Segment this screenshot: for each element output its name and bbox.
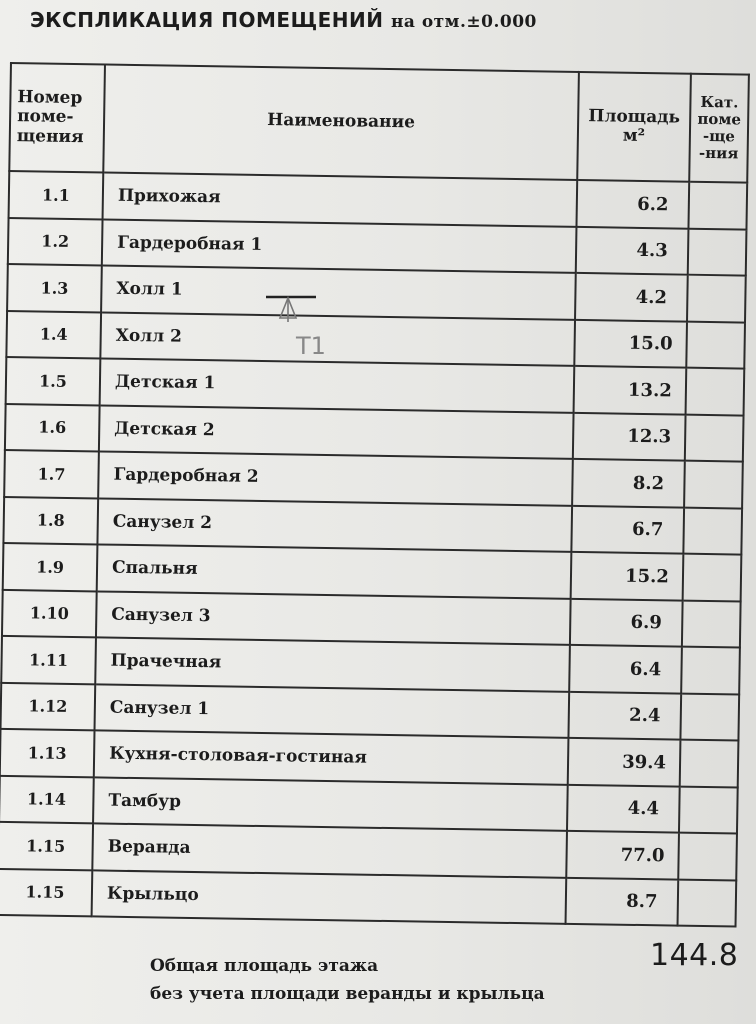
room-name: Тамбур [93, 777, 568, 831]
room-category [688, 182, 747, 229]
room-area: 8.2 [572, 459, 685, 507]
title-suffix: на отм.±0.000 [390, 12, 537, 32]
room-number: 1.5 [6, 357, 101, 405]
room-name: Санузел 3 [96, 591, 571, 645]
room-category [683, 554, 742, 601]
header-number: Номер поме-щения [9, 63, 105, 172]
room-category [681, 647, 740, 694]
room-number: 1.11 [1, 636, 96, 684]
room-name: Санузел 1 [95, 684, 570, 738]
room-area: 2.4 [568, 691, 681, 739]
room-table-wrapper [0, 62, 750, 928]
room-category [680, 693, 739, 740]
room-number: 1.13 [0, 729, 95, 777]
room-category [679, 786, 738, 833]
room-number: 1.14 [0, 775, 94, 823]
room-number: 1.2 [8, 217, 103, 265]
room-name: Прихожая [103, 172, 578, 226]
room-number: 1.6 [5, 403, 100, 451]
footer-line-1: Общая площадь этажа [150, 956, 379, 976]
room-number: 1.12 [1, 682, 96, 730]
room-number: 1.15 [0, 822, 93, 870]
room-number: 1.15 [0, 868, 92, 916]
room-number: 1.8 [3, 496, 98, 544]
room-area: 4.4 [567, 784, 680, 832]
room-area: 4.2 [575, 273, 688, 321]
room-area: 15.0 [574, 319, 687, 367]
room-category [686, 368, 745, 415]
room-area: 6.7 [571, 505, 684, 553]
room-name: Холл 2 [100, 312, 575, 366]
room-category [684, 461, 743, 508]
room-category [683, 507, 742, 554]
header-area-label: Площадь [588, 106, 681, 128]
room-category [680, 740, 739, 787]
room-name: Кухня-столовая-гостиная [94, 730, 569, 784]
room-category [678, 879, 737, 926]
room-name: Санузел 2 [97, 498, 572, 552]
room-name: Гардеробная 2 [98, 451, 573, 505]
room-area: 6.4 [569, 645, 682, 693]
room-area: 6.9 [570, 598, 683, 646]
room-area: 6.2 [576, 180, 689, 228]
room-name: Детская 2 [99, 405, 574, 459]
room-area: 77.0 [566, 831, 679, 879]
room-name: Веранда [92, 823, 567, 877]
section-mark-label: Т1 [296, 332, 326, 360]
room-name: Спальня [97, 544, 572, 598]
room-category [687, 275, 746, 322]
room-name: Крыльцо [92, 870, 567, 924]
header-name: Наименование [103, 64, 579, 179]
room-name: Прачечная [95, 637, 570, 691]
room-area: 39.4 [568, 738, 681, 786]
room-number: 1.7 [4, 450, 99, 498]
document-title [30, 8, 537, 32]
room-area: 8.7 [566, 877, 679, 925]
table-body [0, 171, 747, 927]
footer-label [150, 952, 545, 1008]
room-category [688, 228, 747, 275]
room-name: Гардеробная 1 [102, 219, 577, 273]
room-area: 4.3 [576, 226, 689, 274]
section-mark-icon [262, 288, 326, 360]
room-number: 1.10 [2, 589, 97, 637]
room-area: 15.2 [571, 552, 684, 600]
header-area-unit: м² [622, 125, 646, 146]
room-number: 1.4 [6, 310, 101, 358]
room-name: Детская 1 [100, 358, 575, 412]
room-number: 1.3 [7, 264, 102, 312]
room-name: Холл 1 [101, 265, 576, 319]
table-header-row [9, 63, 749, 183]
header-area [577, 72, 691, 182]
footer-line-2: без учета площади веранды и крыльца [150, 984, 545, 1004]
total-area: 144.8 [650, 938, 739, 973]
room-number: 1.1 [9, 171, 104, 219]
room-table [0, 62, 750, 928]
room-category [686, 321, 745, 368]
header-category: Кат. поме -ще -ния [689, 74, 749, 183]
room-category [685, 414, 744, 461]
room-area: 13.2 [574, 366, 687, 414]
title-main: ЭКСПЛИКАЦИЯ ПОМЕЩЕНИЙ [30, 8, 384, 32]
room-number: 1.9 [3, 543, 98, 591]
room-category [682, 600, 741, 647]
room-category [678, 833, 737, 880]
room-area: 12.3 [573, 412, 686, 460]
